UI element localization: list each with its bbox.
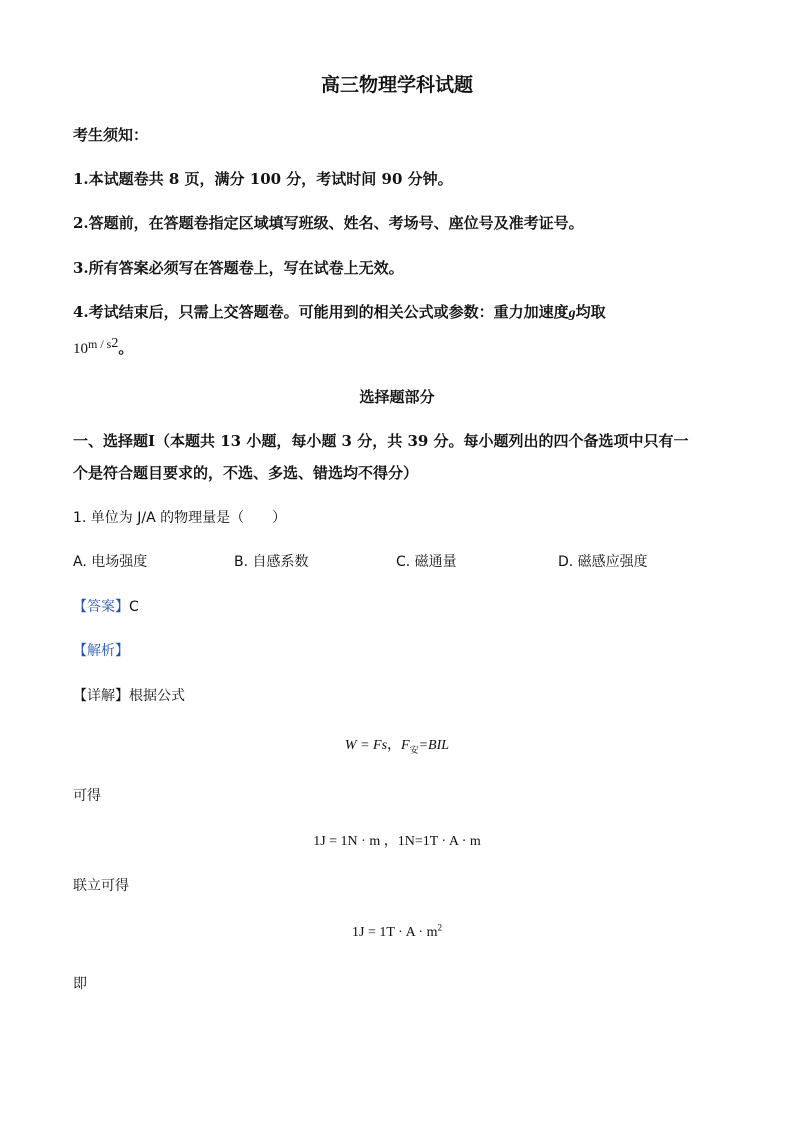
notice-item-4-tail: 均取: [575, 303, 606, 321]
gravity-number: 10: [73, 341, 88, 357]
page-title: 高三物理学科试题: [320, 74, 473, 96]
question-stem: 1. 单位为 J/A 的物理量是（ ）: [73, 510, 287, 526]
notice-item-2: 2.答题前，在答题卷指定区域填写班级、姓名、考场号、座位号及准考证号。: [73, 214, 584, 232]
formula-1-work: W = Fs: [344, 738, 388, 753]
notice-item-3: 3.所有答案必须写在答题卷上，写在试卷上无效。: [73, 259, 404, 277]
notice-heading: 考生须知：: [73, 126, 149, 144]
text-kede: 可得: [73, 788, 101, 804]
detail-line: [73, 685, 185, 705]
option-c: C. 磁通量: [396, 554, 457, 570]
formula-3-body: 1J = 1T · A · m: [352, 925, 438, 940]
detail-label: 【详解】: [73, 688, 129, 704]
detail-text: 根据公式: [129, 688, 185, 704]
option-a: A. 电场强度: [73, 554, 148, 570]
formula-1: [0, 734, 794, 754]
answer-value: C: [129, 599, 139, 615]
formula-1-separator: ，: [387, 738, 402, 753]
section-title: 选择题部分: [359, 388, 435, 406]
option-d: D. 磁感应强度: [558, 554, 648, 570]
gravity-symbol: g: [568, 306, 576, 321]
formula-1-force: F: [401, 738, 410, 753]
gravity-unit: m / s: [88, 337, 112, 351]
analysis-label: 【解析】: [73, 643, 129, 659]
formula-3-exponent: 2: [437, 922, 442, 933]
answer-label: 【答案】: [73, 599, 129, 615]
option-b: B. 自感系数: [234, 554, 309, 570]
gravity-period: 。: [118, 339, 134, 357]
notice-item-4-text: 4.考试结束后，只需上交答题卷。可能用到的相关公式或参数：重力加速度: [73, 303, 569, 321]
gravity-unit-exponent: 2: [111, 336, 119, 351]
text-lianli: 联立可得: [73, 878, 129, 894]
notice-item-4-value: [73, 337, 133, 358]
part-instructions-line2: 个是符合题目要求的，不选、多选、错选均不得分）: [73, 464, 419, 482]
formula-2: 1J = 1N · m ，1N=1T · A · m: [313, 834, 481, 849]
formula-1-bil: =BIL: [418, 738, 450, 753]
part-instructions-line1: 一、选择题Ⅰ（本题共 13 小题，每小题 3 分，共 39 分。每小题列出的四个备选项中只有一: [73, 432, 689, 450]
text-ji: 即: [73, 976, 87, 992]
formula-3: [0, 922, 794, 941]
formula-1-subscript: 安: [409, 744, 419, 755]
notice-item-4: [73, 301, 606, 322]
notice-item-1: 1.本试题卷共 8 页，满分 100 分，考试时间 90 分钟。: [73, 170, 453, 188]
answer-line: [73, 596, 139, 616]
